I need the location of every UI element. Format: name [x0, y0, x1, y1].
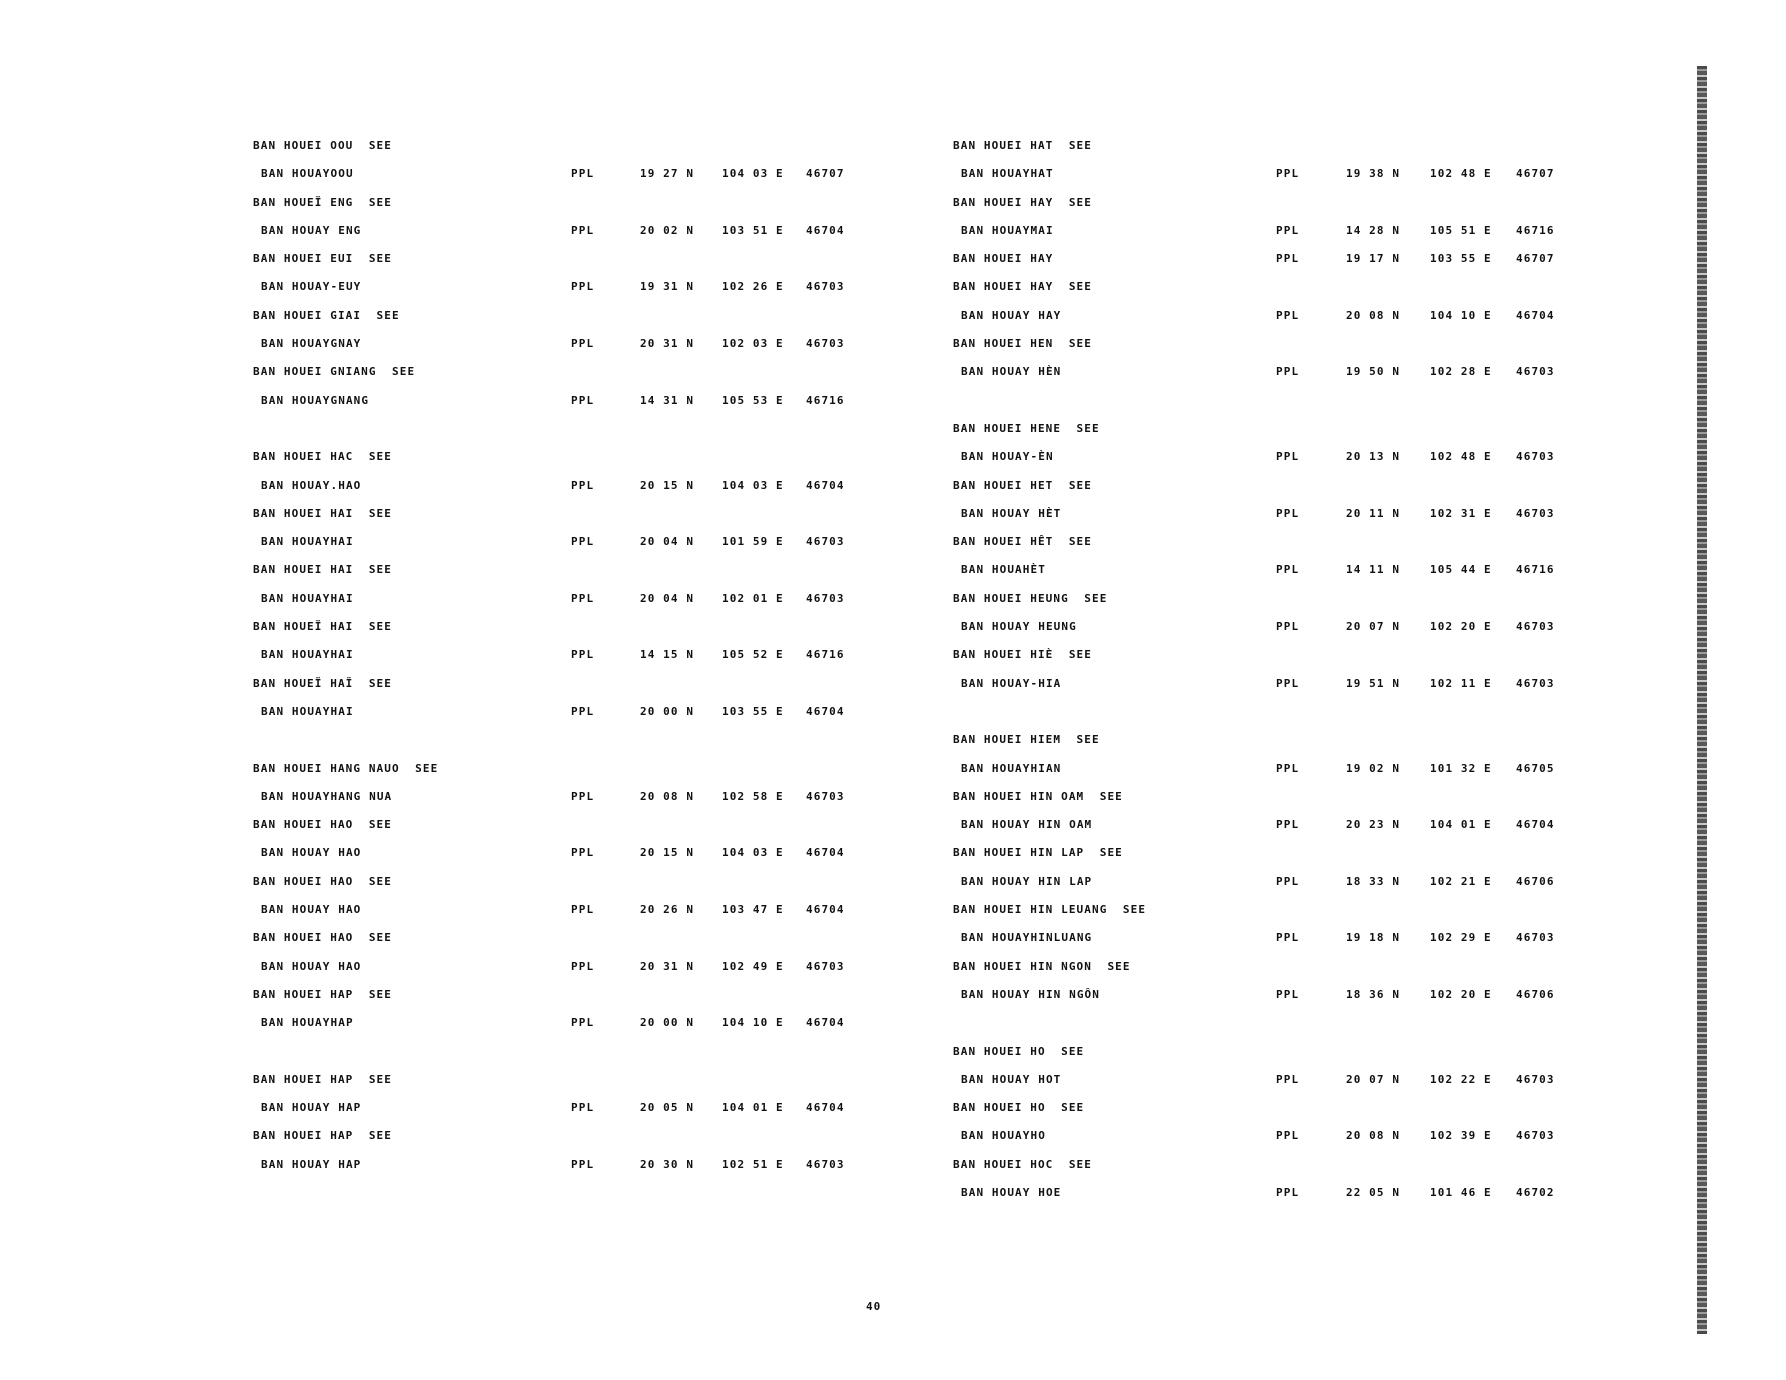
place-name: BAN HOUEI HIEM SEE: [953, 733, 1100, 747]
cross-reference-row: [953, 896, 1593, 924]
longitude: 104 03 E: [722, 846, 784, 860]
place-name: BAN HOUEI HAY: [953, 252, 1054, 266]
latitude: 20 04 N: [640, 591, 695, 605]
map-sheet: 46703: [806, 1157, 845, 1171]
gazetteer-entry-row: [953, 1122, 1593, 1150]
place-name: BAN HOUAYHAI: [261, 535, 354, 549]
longitude: 103 55 E: [722, 704, 784, 718]
place-name: BAN HOUEI HENE SEE: [953, 421, 1100, 435]
gazetteer-entry-row: [253, 953, 863, 981]
place-name: BAN HOUEI HO SEE: [953, 1101, 1085, 1115]
gazetteer-entry-row: [953, 500, 1593, 528]
longitude: 104 10 E: [1430, 308, 1492, 322]
cross-reference-row: [953, 273, 1593, 301]
feature-type: PPL: [571, 789, 595, 803]
latitude: 20 08 N: [1346, 308, 1401, 322]
latitude: 20 31 N: [640, 337, 695, 351]
longitude: 102 49 E: [722, 959, 784, 973]
cross-reference-row: [253, 981, 863, 1009]
feature-type: PPL: [1276, 223, 1300, 237]
gazetteer-entry-row: [953, 443, 1593, 471]
cross-reference-row: [953, 1094, 1593, 1122]
place-name: BAN HOUEI HÊT SEE: [953, 535, 1093, 549]
gazetteer-entry-row: [253, 273, 863, 301]
gazetteer-entry-row: [953, 981, 1593, 1009]
place-name: BAN HOUEI HANG NAUO SEE: [253, 761, 439, 775]
feature-type: PPL: [571, 337, 595, 351]
longitude: 103 47 E: [722, 903, 784, 917]
place-name: BAN HOUAYHAI: [261, 648, 354, 662]
cross-reference-row: [253, 670, 863, 698]
map-sheet: 46707: [1516, 252, 1555, 266]
feature-type: PPL: [1276, 874, 1300, 888]
feature-type: PPL: [1276, 620, 1300, 634]
page-number: 40: [866, 1300, 882, 1313]
feature-type: PPL: [1276, 563, 1300, 577]
latitude: 20 08 N: [1346, 1129, 1401, 1143]
longitude: 105 44 E: [1430, 563, 1492, 577]
longitude: 102 58 E: [722, 789, 784, 803]
feature-type: PPL: [1276, 167, 1300, 181]
gazetteer-entry-row: [253, 160, 863, 188]
cross-reference-row: [253, 358, 863, 386]
gazetteer-entry-row: [253, 330, 863, 358]
longitude: 102 22 E: [1430, 1072, 1492, 1086]
place-name: BAN HOUAYHINLUANG: [961, 931, 1093, 945]
map-sheet: 46704: [806, 1101, 845, 1115]
latitude: 20 31 N: [640, 959, 695, 973]
longitude: 101 46 E: [1430, 1185, 1492, 1199]
latitude: 19 18 N: [1346, 931, 1401, 945]
longitude: 102 31 E: [1430, 506, 1492, 520]
feature-type: PPL: [571, 1016, 595, 1030]
gazetteer-entry-row: [953, 868, 1593, 896]
cross-reference-row: [253, 302, 863, 330]
feature-type: PPL: [1276, 931, 1300, 945]
longitude: 102 11 E: [1430, 676, 1492, 690]
place-name: BAN HOUEI HAO SEE: [253, 874, 393, 888]
place-name: BAN HOUEI OOU SEE: [253, 139, 393, 152]
map-sheet: 46703: [1516, 931, 1555, 945]
gazetteer-entry-row: [953, 1066, 1593, 1094]
longitude: 102 39 E: [1430, 1129, 1492, 1143]
place-name: BAN HOUEI HIÈ SEE: [953, 648, 1093, 662]
cross-reference-row: [953, 330, 1593, 358]
gazetteer-entry-row: [953, 358, 1593, 386]
place-name: BAN HOUAYHAP: [261, 1016, 354, 1030]
place-name: BAN HOUAYMAI: [961, 223, 1054, 237]
map-sheet: 46716: [806, 393, 845, 407]
gazetteer-entry-row: [253, 472, 863, 500]
map-sheet: 46703: [1516, 620, 1555, 634]
gazetteer-entry-row: [953, 613, 1593, 641]
latitude: 19 50 N: [1346, 365, 1401, 379]
cross-reference-row: [953, 839, 1593, 867]
gazetteer-entry-row: [253, 783, 863, 811]
longitude: 105 52 E: [722, 648, 784, 662]
cross-reference-row: [953, 415, 1593, 443]
place-name: BAN HOUAY-HIA: [961, 676, 1062, 690]
longitude: 102 48 E: [1430, 167, 1492, 181]
gazetteer-entry-row: [953, 811, 1593, 839]
place-name: BAN HOUEI HAT SEE: [953, 139, 1093, 152]
cross-reference-row: [253, 811, 863, 839]
feature-type: PPL: [1276, 1129, 1300, 1143]
gazetteer-entry-row: [253, 387, 863, 415]
longitude: 102 21 E: [1430, 874, 1492, 888]
gazetteer-entry-row: [253, 839, 863, 867]
longitude: 105 53 E: [722, 393, 784, 407]
place-name: BAN HOUEI HAY SEE: [953, 280, 1093, 294]
place-name: BAN HOUEI HAI SEE: [253, 506, 393, 520]
gazetteer-entry-row: [953, 556, 1593, 584]
cross-reference-row: [253, 924, 863, 952]
place-name: BAN HOUAY-ÈN: [961, 450, 1054, 464]
place-name: BAN HOUAYHANG NUA: [261, 789, 393, 803]
latitude: 20 04 N: [640, 535, 695, 549]
latitude: 20 23 N: [1346, 818, 1401, 832]
blank-spacer: [953, 698, 1593, 726]
feature-type: PPL: [571, 393, 595, 407]
feature-type: PPL: [1276, 506, 1300, 520]
place-name: BAN HOUEÏ HAI SEE: [253, 620, 393, 634]
latitude: 19 02 N: [1346, 761, 1401, 775]
feature-type: PPL: [571, 648, 595, 662]
feature-type: PPL: [1276, 676, 1300, 690]
longitude: 102 51 E: [722, 1157, 784, 1171]
gazetteer-entry-row: [953, 245, 1593, 273]
map-sheet: 46703: [1516, 506, 1555, 520]
place-name: BAN HOUEI HAO SEE: [253, 818, 393, 832]
feature-type: PPL: [571, 1101, 595, 1115]
cross-reference-row: [253, 613, 863, 641]
gazetteer-entry-row: [253, 585, 863, 613]
map-sheet: 46703: [806, 535, 845, 549]
gazetteer-entry-row: [953, 755, 1593, 783]
map-sheet: 46704: [1516, 308, 1555, 322]
cross-reference-row: [253, 868, 863, 896]
cross-reference-row: [253, 1066, 863, 1094]
place-name: BAN HOUAYOOU: [261, 167, 354, 181]
place-name: BAN HOUAYHAI: [261, 591, 354, 605]
gazetteer-entry-row: [953, 670, 1593, 698]
place-name: BAN HOUAY HOT: [961, 1072, 1062, 1086]
cross-reference-row: [953, 783, 1593, 811]
blank-spacer: [253, 415, 863, 443]
longitude: 103 55 E: [1430, 252, 1492, 266]
latitude: 20 07 N: [1346, 1072, 1401, 1086]
feature-type: PPL: [1276, 818, 1300, 832]
latitude: 18 36 N: [1346, 987, 1401, 1001]
latitude: 19 51 N: [1346, 676, 1401, 690]
latitude: 20 00 N: [640, 1016, 695, 1030]
map-sheet: 46703: [1516, 1072, 1555, 1086]
right-column: [953, 132, 1593, 1207]
latitude: 14 11 N: [1346, 563, 1401, 577]
map-sheet: 46703: [1516, 1129, 1555, 1143]
latitude: 20 08 N: [640, 789, 695, 803]
cross-reference-row: [953, 528, 1593, 556]
map-sheet: 46706: [1516, 874, 1555, 888]
place-name: BAN HOUAY HÈT: [961, 506, 1062, 520]
map-sheet: 46707: [1516, 167, 1555, 181]
place-name: BAN HOUEI EUI SEE: [253, 252, 393, 266]
longitude: 102 28 E: [1430, 365, 1492, 379]
map-sheet: 46703: [1516, 450, 1555, 464]
place-name: BAN HOUEI HEUNG SEE: [953, 591, 1108, 605]
place-name: BAN HOUEI HAY SEE: [953, 195, 1093, 209]
place-name: BAN HOUEI HO SEE: [953, 1044, 1085, 1058]
latitude: 20 05 N: [640, 1101, 695, 1115]
feature-type: PPL: [571, 280, 595, 294]
map-sheet: 46702: [1516, 1185, 1555, 1199]
place-name: BAN HOUAY HAO: [261, 959, 362, 973]
longitude: 103 51 E: [722, 223, 784, 237]
cross-reference-row: [253, 132, 863, 160]
place-name: BAN HOUAYGNANG: [261, 393, 370, 407]
latitude: 19 38 N: [1346, 167, 1401, 181]
cross-reference-row: [253, 443, 863, 471]
map-sheet: 46705: [1516, 761, 1555, 775]
gazetteer-entry-row: [253, 641, 863, 669]
cross-reference-row: [953, 641, 1593, 669]
gazetteer-entry-row: [953, 924, 1593, 952]
map-sheet: 46704: [806, 704, 845, 718]
longitude: 102 29 E: [1430, 931, 1492, 945]
feature-type: PPL: [571, 223, 595, 237]
place-name: BAN HOUAYHIAN: [961, 761, 1062, 775]
feature-type: PPL: [571, 704, 595, 718]
place-name: BAN HOUAY HAO: [261, 903, 362, 917]
map-sheet: 46707: [806, 167, 845, 181]
cross-reference-row: [953, 726, 1593, 754]
latitude: 20 11 N: [1346, 506, 1401, 520]
blank-spacer: [953, 387, 1593, 415]
map-sheet: 46704: [806, 846, 845, 860]
place-name: BAN HOUEÏ HAÏ SEE: [253, 676, 393, 690]
longitude: 104 03 E: [722, 478, 784, 492]
gazetteer-entry-row: [953, 1179, 1593, 1207]
blank-spacer: [253, 726, 863, 754]
latitude: 20 00 N: [640, 704, 695, 718]
place-name: BAN HOUAY HAO: [261, 846, 362, 860]
map-sheet: 46704: [806, 478, 845, 492]
place-name: BAN HOUAY HAP: [261, 1101, 362, 1115]
place-name: BAN HOUEI HAP SEE: [253, 987, 393, 1001]
latitude: 18 33 N: [1346, 874, 1401, 888]
place-name: BAN HOUAY HIN NGÔN: [961, 987, 1101, 1001]
longitude: 102 20 E: [1430, 987, 1492, 1001]
cross-reference-row: [953, 585, 1593, 613]
gazetteer-entry-row: [253, 528, 863, 556]
place-name: BAN HOUAYHAI: [261, 704, 354, 718]
gazetteer-entry-row: [953, 160, 1593, 188]
longitude: 104 03 E: [722, 167, 784, 181]
map-sheet: 46716: [806, 648, 845, 662]
map-sheet: 46703: [1516, 676, 1555, 690]
place-name: BAN HOUEI HIN LAP SEE: [953, 846, 1123, 860]
feature-type: PPL: [1276, 1185, 1300, 1199]
latitude: 22 05 N: [1346, 1185, 1401, 1199]
place-name: BAN HOUEI HAC SEE: [253, 450, 393, 464]
place-name: BAN HOUEI HIN NGON SEE: [953, 959, 1131, 973]
latitude: 19 31 N: [640, 280, 695, 294]
feature-type: PPL: [571, 1157, 595, 1171]
feature-type: PPL: [1276, 365, 1300, 379]
latitude: 14 28 N: [1346, 223, 1401, 237]
place-name: BAN HOUAYHAT: [961, 167, 1054, 181]
longitude: 102 03 E: [722, 337, 784, 351]
cross-reference-row: [953, 1038, 1593, 1066]
place-name: BAN HOUAYGNAY: [261, 337, 362, 351]
gazetteer-entry-row: [253, 217, 863, 245]
cross-reference-row: [953, 1151, 1593, 1179]
blank-spacer: [253, 1038, 863, 1066]
latitude: 20 15 N: [640, 846, 695, 860]
feature-type: PPL: [571, 903, 595, 917]
feature-type: PPL: [1276, 761, 1300, 775]
place-name: BAN HOUAY-EUY: [261, 280, 362, 294]
longitude: 101 59 E: [722, 535, 784, 549]
place-name: BAN HOUAHÈT: [961, 563, 1046, 577]
latitude: 20 26 N: [640, 903, 695, 917]
place-name: BAN HOUEI HET SEE: [953, 478, 1093, 492]
gazetteer-entry-row: [253, 1009, 863, 1037]
cross-reference-row: [253, 189, 863, 217]
latitude: 20 13 N: [1346, 450, 1401, 464]
place-name: BAN HOUAY HIN LAP: [961, 874, 1093, 888]
map-sheet: 46706: [1516, 987, 1555, 1001]
feature-type: PPL: [1276, 308, 1300, 322]
map-sheet: 46704: [806, 903, 845, 917]
feature-type: PPL: [571, 478, 595, 492]
longitude: 104 01 E: [1430, 818, 1492, 832]
map-sheet: 46703: [806, 591, 845, 605]
place-name: BAN HOUAY ENG: [261, 223, 362, 237]
place-name: BAN HOUAY HAY: [961, 308, 1062, 322]
gazetteer-entry-row: [253, 1094, 863, 1122]
place-name: BAN HOUEI HAI SEE: [253, 563, 393, 577]
gazetteer-entry-row: [953, 217, 1593, 245]
map-sheet: 46704: [806, 1016, 845, 1030]
feature-type: PPL: [571, 959, 595, 973]
cross-reference-row: [953, 132, 1593, 160]
latitude: 19 17 N: [1346, 252, 1401, 266]
map-sheet: 46704: [806, 223, 845, 237]
place-name: BAN HOUEI HOC SEE: [953, 1157, 1093, 1171]
place-name: BAN HOUEI GIAI SEE: [253, 308, 400, 322]
gazetteer-entry-row: [953, 302, 1593, 330]
place-name: BAN HOUAY.HAO: [261, 478, 362, 492]
longitude: 104 10 E: [722, 1016, 784, 1030]
place-name: BAN HOUEI HIN OAM SEE: [953, 789, 1123, 803]
place-name: BAN HOUEÏ ENG SEE: [253, 195, 393, 209]
left-column: [253, 132, 863, 1179]
place-name: BAN HOUEI GNIANG SEE: [253, 365, 416, 379]
cross-reference-row: [253, 755, 863, 783]
place-name: BAN HOUAY HIN OAM: [961, 818, 1093, 832]
cross-reference-row: [253, 1122, 863, 1150]
latitude: 14 15 N: [640, 648, 695, 662]
place-name: BAN HOUAY HOE: [961, 1185, 1062, 1199]
feature-type: PPL: [1276, 1072, 1300, 1086]
map-sheet: 46703: [806, 280, 845, 294]
feature-type: PPL: [1276, 252, 1300, 266]
latitude: 20 07 N: [1346, 620, 1401, 634]
cross-reference-row: [953, 472, 1593, 500]
longitude: 102 01 E: [722, 591, 784, 605]
place-name: BAN HOUAY HEUNG: [961, 620, 1077, 634]
place-name: BAN HOUEI HAP SEE: [253, 1072, 393, 1086]
map-sheet: 46704: [1516, 818, 1555, 832]
map-sheet: 46716: [1516, 563, 1555, 577]
map-sheet: 46703: [1516, 365, 1555, 379]
longitude: 104 01 E: [722, 1101, 784, 1115]
feature-type: PPL: [571, 167, 595, 181]
map-sheet: 46703: [806, 789, 845, 803]
longitude: 101 32 E: [1430, 761, 1492, 775]
gazetteer-entry-row: [253, 896, 863, 924]
gazetteer-entry-row: [253, 698, 863, 726]
longitude: 102 20 E: [1430, 620, 1492, 634]
feature-type: PPL: [1276, 450, 1300, 464]
place-name: BAN HOUAY HAP: [261, 1157, 362, 1171]
latitude: 20 02 N: [640, 223, 695, 237]
feature-type: PPL: [1276, 987, 1300, 1001]
feature-type: PPL: [571, 846, 595, 860]
latitude: 14 31 N: [640, 393, 695, 407]
cross-reference-row: [253, 245, 863, 273]
scan-edge-strip: [1697, 66, 1707, 1334]
map-sheet: 46703: [806, 337, 845, 351]
longitude: 102 48 E: [1430, 450, 1492, 464]
cross-reference-row: [253, 556, 863, 584]
place-name: BAN HOUEI HEN SEE: [953, 337, 1093, 351]
latitude: 20 30 N: [640, 1157, 695, 1171]
latitude: 20 15 N: [640, 478, 695, 492]
latitude: 19 27 N: [640, 167, 695, 181]
gazetteer-entry-row: [253, 1151, 863, 1179]
cross-reference-row: [253, 500, 863, 528]
longitude: 102 26 E: [722, 280, 784, 294]
place-name: BAN HOUAYHO: [961, 1129, 1046, 1143]
blank-spacer: [953, 1009, 1593, 1037]
place-name: BAN HOUEI HIN LEUANG SEE: [953, 903, 1147, 917]
place-name: BAN HOUEI HAP SEE: [253, 1129, 393, 1143]
feature-type: PPL: [571, 535, 595, 549]
feature-type: PPL: [571, 591, 595, 605]
place-name: BAN HOUAY HÈN: [961, 365, 1062, 379]
place-name: BAN HOUEI HAO SEE: [253, 931, 393, 945]
longitude: 105 51 E: [1430, 223, 1492, 237]
cross-reference-row: [953, 189, 1593, 217]
map-sheet: 46716: [1516, 223, 1555, 237]
map-sheet: 46703: [806, 959, 845, 973]
cross-reference-row: [953, 953, 1593, 981]
